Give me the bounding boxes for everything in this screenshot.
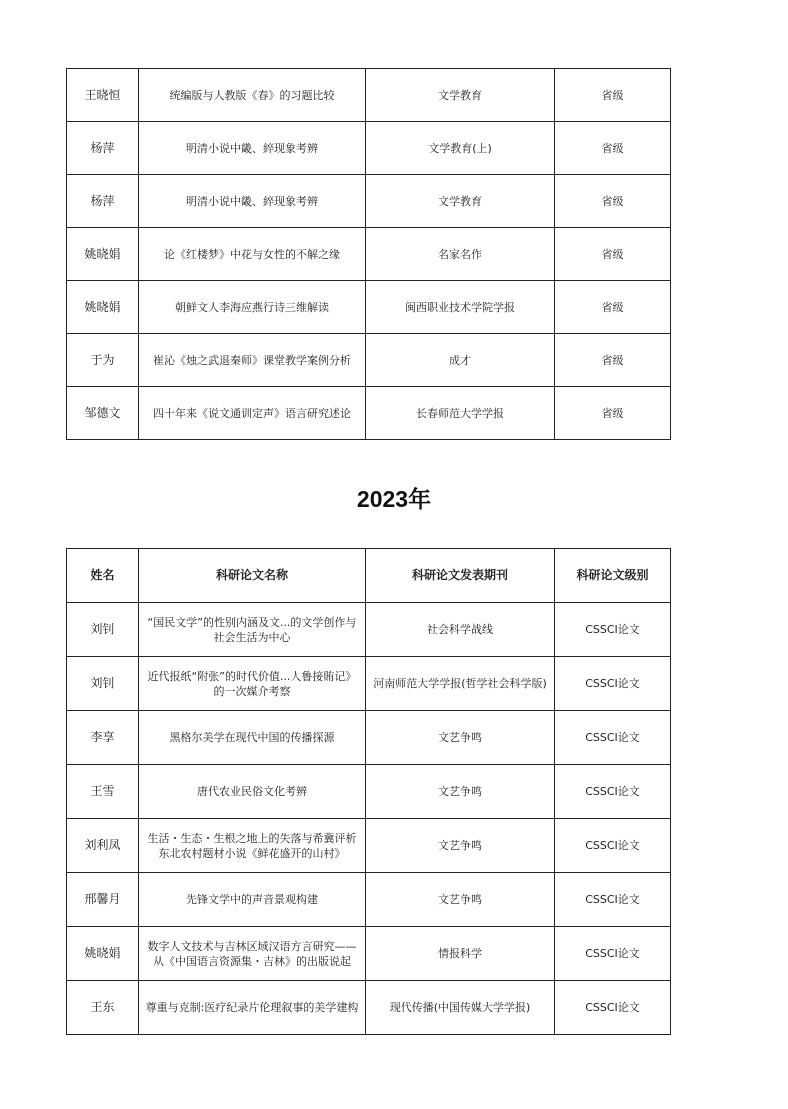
table-row xyxy=(67,69,671,122)
paper-title-cell: 朝鲜文人李海应燕行诗三维解读 xyxy=(139,281,366,334)
author-cell: 王东 xyxy=(67,981,139,1035)
author-cell: 刘钊 xyxy=(67,657,139,711)
author-cell: 于为 xyxy=(67,334,139,387)
journal-cell: 文艺争鸣 xyxy=(366,873,555,927)
level-cell: 省级 xyxy=(555,228,671,281)
table-row xyxy=(67,175,671,228)
author-cell: 王晓恒 xyxy=(67,69,139,122)
journal-cell: 文学教育(上) xyxy=(366,122,555,175)
table-row xyxy=(67,387,671,440)
paper-title-cell: 明清小说中畿、綷现象考辨 xyxy=(139,122,366,175)
level-cell: 省级 xyxy=(555,69,671,122)
paper-title-cell: 生活・生态・生根之地上的失落与希冀评析东北农村题材小说《鲜花盛开的山村》 xyxy=(139,819,366,873)
journal-cell: 闽西职业技术学院学报 xyxy=(366,281,555,334)
papers-table-2023 xyxy=(66,548,671,1035)
level-cell: CSSCI论文 xyxy=(555,603,671,657)
journal-cell: 成才 xyxy=(366,334,555,387)
table-row xyxy=(67,711,671,765)
journal-cell: 文艺争鸣 xyxy=(366,819,555,873)
author-cell: 王雪 xyxy=(67,765,139,819)
header-level: 科研论文级别 xyxy=(555,549,671,603)
paper-title-cell: 明清小说中畿、綷现象考辨 xyxy=(139,175,366,228)
table-row xyxy=(67,765,671,819)
level-cell: 省级 xyxy=(555,122,671,175)
paper-title-cell: “国民文学”的性别内涵及文...的文学创作与社会生活为中心 xyxy=(139,603,366,657)
papers-table-previous-year xyxy=(66,68,671,440)
author-cell: 邹德文 xyxy=(67,387,139,440)
level-cell: 省级 xyxy=(555,281,671,334)
paper-title-cell: 先锋文学中的声音景观构建 xyxy=(139,873,366,927)
table-row xyxy=(67,228,671,281)
journal-cell: 长春师范大学学报 xyxy=(366,387,555,440)
table-row xyxy=(67,281,671,334)
level-cell: CSSCI论文 xyxy=(555,981,671,1035)
author-cell: 邢馨月 xyxy=(67,873,139,927)
paper-title-cell: 统编版与人教版《春》的习题比较 xyxy=(139,69,366,122)
paper-title-cell: 数字人文技术与吉林区域汉语方言研究——从《中国语言资源集・吉林》的出版说起 xyxy=(139,927,366,981)
section-title-2023: 2023年 xyxy=(356,486,432,512)
level-cell: 省级 xyxy=(555,175,671,228)
journal-cell: 名家名作 xyxy=(366,228,555,281)
table-header-row xyxy=(67,549,671,603)
level-cell: CSSCI论文 xyxy=(555,765,671,819)
author-cell: 姚晓娟 xyxy=(67,281,139,334)
table-row xyxy=(67,981,671,1035)
paper-title-cell: 论《红楼梦》中花与女性的不解之缘 xyxy=(139,228,366,281)
paper-title-cell: 黑格尔美学在现代中国的传播探源 xyxy=(139,711,366,765)
journal-cell: 文学教育 xyxy=(366,69,555,122)
journal-cell: 文艺争鸣 xyxy=(366,711,555,765)
table-row xyxy=(67,819,671,873)
level-cell: CSSCI论文 xyxy=(555,711,671,765)
level-cell: 省级 xyxy=(555,387,671,440)
author-cell: 杨萍 xyxy=(67,175,139,228)
author-cell: 姚晓娟 xyxy=(67,228,139,281)
journal-cell: 河南师范大学学报(哲学社会科学版) xyxy=(366,657,555,711)
table-row xyxy=(67,873,671,927)
papers-table-previous-body xyxy=(67,69,671,440)
level-cell: CSSCI论文 xyxy=(555,819,671,873)
journal-cell: 社会科学战线 xyxy=(366,603,555,657)
paper-title-cell: 近代报纸“附张”的时代价值...人鲁接賄记》的一次媒介考察 xyxy=(139,657,366,711)
header-paper-title: 科研论文名称 xyxy=(139,549,366,603)
paper-title-cell: 尊重与克制:医疗纪录片伦理叙事的美学建构 xyxy=(139,981,366,1035)
paper-title-cell: 崔沁《烛之武退秦师》课堂教学案例分析 xyxy=(139,334,366,387)
journal-cell: 文学教育 xyxy=(366,175,555,228)
level-cell: CSSCI论文 xyxy=(555,927,671,981)
table-row xyxy=(67,334,671,387)
author-cell: 李享 xyxy=(67,711,139,765)
header-name: 姓名 xyxy=(67,549,139,603)
author-cell: 姚晓娟 xyxy=(67,927,139,981)
header-journal: 科研论文发表期刊 xyxy=(366,549,555,603)
table-row xyxy=(67,603,671,657)
journal-cell: 文艺争鸣 xyxy=(366,765,555,819)
paper-title-cell: 唐代农业民俗文化考辨 xyxy=(139,765,366,819)
paper-title-cell: 四十年来《说文通训定声》语言研究述论 xyxy=(139,387,366,440)
author-cell: 刘钊 xyxy=(67,603,139,657)
level-cell: CSSCI论文 xyxy=(555,873,671,927)
table-row xyxy=(67,927,671,981)
level-cell: 省级 xyxy=(555,334,671,387)
author-cell: 刘利凤 xyxy=(67,819,139,873)
journal-cell: 现代传播(中国传媒大学学报) xyxy=(366,981,555,1035)
author-cell: 杨萍 xyxy=(67,122,139,175)
journal-cell: 情报科学 xyxy=(366,927,555,981)
table-row xyxy=(67,657,671,711)
level-cell: CSSCI论文 xyxy=(555,657,671,711)
table-row xyxy=(67,122,671,175)
papers-table-2023-body xyxy=(67,603,671,1035)
